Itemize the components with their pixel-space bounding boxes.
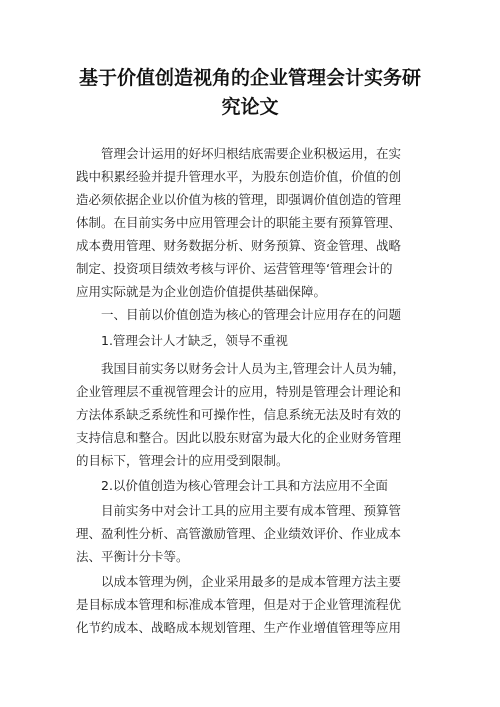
subheading-1: 1.管理会计人才缺乏，领导不重视 xyxy=(76,333,288,348)
body-line-10: 我国目前实务以财务会计人员为主,管理会计人员为辅， xyxy=(76,361,405,376)
body-line-3: 造必须依据企业以价值为核的管理，即强调价值创造的管理 xyxy=(76,192,402,207)
body-line-7: 应用实际就是为企业创造价值提供基础保障。 xyxy=(76,284,327,299)
body-line-4: 体制。在目前实务中应用管理会计的职能主要有预算管理、 xyxy=(76,215,402,230)
document-title-line-2: 究论文 xyxy=(221,96,279,118)
body-line-20: 是目标成本管理和标准成本管理，但是对于企业管理流程优 xyxy=(76,597,402,612)
subheading-2: 2.以价值创造为核心管理会计工具和方法应用不全面 xyxy=(76,478,388,493)
body-line-12: 方法体系缺乏系统性和可操作性，信息系统无法及时有效的 xyxy=(76,407,402,422)
body-line-16: 目前实务中对会计工具的应用主要有成本管理、预算管 xyxy=(76,503,402,518)
body-line-18: 法、平衡计分卡等。 xyxy=(76,549,189,564)
body-line-6: 制定、投资项目绩效考核与评价、运营管理等‘管理会计的 xyxy=(76,261,393,276)
body-line-2: 践中积累经验并提升管理水平，为股东创造价值，价值的创 xyxy=(76,169,402,184)
body-line-14: 的目标下，管理会计的应用受到限制。 xyxy=(76,453,289,468)
body-line-11: 企业管理层不重视管理会计的应用，特别是管理会计理论和 xyxy=(76,384,402,399)
body-line-21: 化节约成本、战略成本规划管理、生产作业增值管理等应用 xyxy=(76,620,402,635)
body-line-1: 管理会计运用的好坏归根结底需要企业积极运用，在实 xyxy=(76,146,402,161)
body-line-5: 成本费用管理、财务数据分析、财务预算、资金管理、战略 xyxy=(76,238,402,253)
body-line-17: 理、盈利性分析、高管激励管理、企业绩效评价、作业成本 xyxy=(76,526,402,541)
document-title-line-1: 基于价值创造视角的企业管理会计实务研 xyxy=(78,67,421,89)
body-line-19: 以成本管理为例，企业采用最多的是成本管理方法主要 xyxy=(76,574,402,589)
section-heading-1: 一、目前以价值创造为核心的管理会计应用存在的问题 xyxy=(76,307,402,322)
body-line-13: 支持信息和整合。因此以股东财富为最大化的企业财务管理 xyxy=(76,430,402,445)
